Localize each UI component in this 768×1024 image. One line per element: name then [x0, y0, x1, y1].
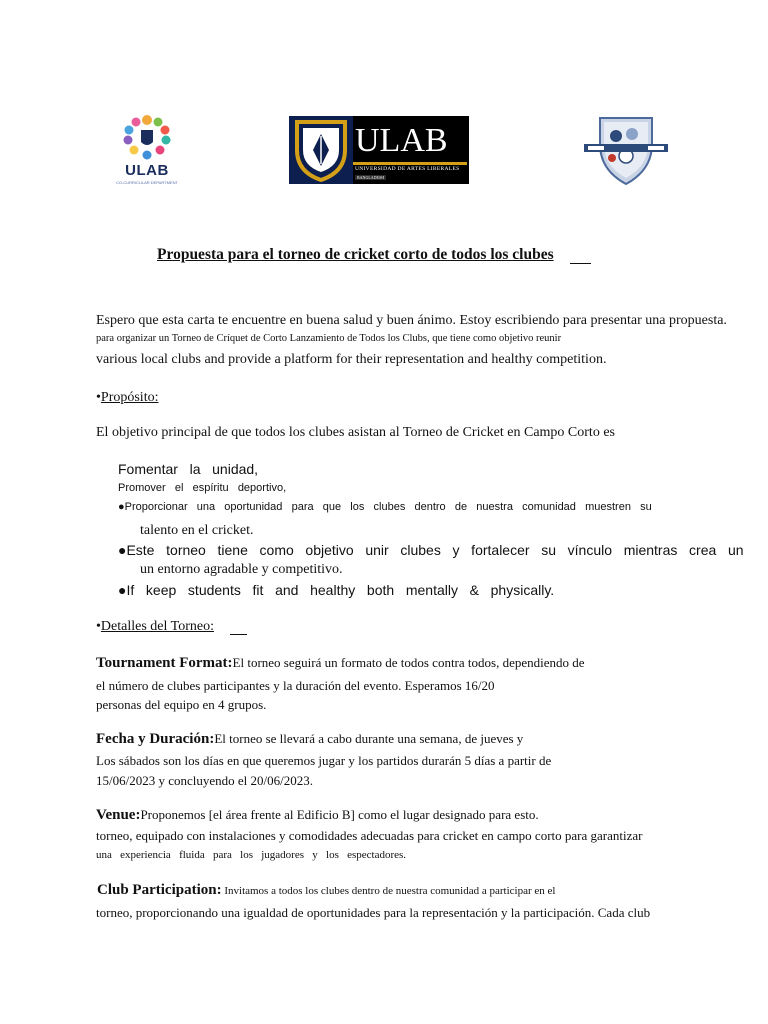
club-line-2: torneo, proporcionando una igualdad de oportunidades para la representación y la participación. Cada club	[96, 905, 651, 920]
format-line-2: el número de clubes participantes y la duración del evento. Esperamos 16/20	[96, 678, 495, 693]
venue-label: Venue:	[96, 807, 141, 823]
club-label: Club Participation:	[97, 882, 222, 898]
figures-emblem-icon	[112, 108, 182, 164]
center-logo-name: ULAB	[355, 122, 448, 159]
venue-line-3: una experiencia fluida para los jugadores y los espectadores.	[96, 849, 407, 861]
intro-line-3: various local clubs and provide a platform for their representation and healthy competition.	[96, 352, 607, 367]
club-line-1	[97, 882, 555, 899]
purpose-item-3-cont: talento en el cricket.	[140, 523, 254, 538]
purpose-item-1: Fomentar la unidad,	[118, 461, 259, 477]
intro-line-1: Espero que esta carta te encuentre en buena salud y buen ánimo. Estoy escribiendo para presentar una propuesta.	[96, 313, 727, 328]
date-text-1: El torneo se llevará a cabo durante una semana, de jueves y	[214, 731, 524, 746]
center-logo-tagline: UNIVERSIDAD DE ARTES LIBERALES	[355, 166, 460, 172]
games-club-shield-icon	[582, 112, 670, 188]
purpose-heading: •Propósito:	[96, 390, 159, 405]
co-curricular-logo	[112, 108, 182, 192]
purpose-lead: El objetivo principal de que todos los clubes asistan al Torneo de Cricket en Campo Corto es	[96, 425, 615, 440]
club-text-1: Invitamos a todos los clubes dentro de nuestra comunidad a participar en el	[221, 885, 556, 897]
details-heading: •Detalles del Torneo:	[96, 619, 214, 634]
format-line-3: personas del equipo en 4 grupos.	[96, 697, 267, 712]
date-line-3: 15/06/2023 y concluyendo el 20/06/2023.	[96, 773, 314, 788]
purpose-item-4: ●Este torneo tiene como objetivo unir clubes y fortalecer su vínculo mientras crea un	[118, 542, 744, 558]
purpose-item-5: ●If keep students fit and healthy both mentally & physically.	[118, 582, 555, 598]
date-line-2: Los sábados son los días en que queremos jugar y los partidos durarán 5 días a partir de	[96, 753, 552, 768]
intro-line-2: para organizar un Torneo de Críquet de Corto Lanzamiento de Todos los Clubs, que tiene como objetivo reunir	[96, 333, 562, 344]
left-logo-name: ULAB	[125, 162, 169, 179]
format-text-1: El torneo seguirá un formato de todos contra todos, dependiendo de	[232, 655, 585, 670]
details-heading-text: Detalles del Torneo:	[100, 619, 214, 634]
purpose-item-4-cont: un entorno agradable y competitivo.	[140, 562, 343, 577]
university-crest-icon	[289, 116, 353, 184]
page-title: Propuesta para el torneo de cricket corto de todos los clubes	[157, 246, 554, 263]
purpose-item-2: Promover el espíritu deportivo,	[118, 482, 287, 494]
title-underline-extension	[570, 263, 591, 264]
left-logo-subtitle: CO-CURRICULAR DEPARTMENT	[116, 180, 178, 185]
date-label: Fecha y Duración:	[96, 731, 215, 747]
format-line-1	[96, 655, 585, 672]
date-line-1	[96, 731, 523, 748]
logo-gold-bar	[353, 162, 467, 165]
purpose-heading-text: Propósito:	[100, 390, 159, 405]
ulab-logo	[289, 116, 469, 184]
venue-line-1	[96, 807, 539, 824]
purpose-item-3: ●Proporcionar una oportunidad para que los clubes dentro de nuestra comunidad muestren su	[118, 501, 652, 513]
center-logo-tagline-secondary: BANGLADESH	[357, 175, 385, 180]
venue-text-1: Proponemos [el área frente al Edificio B] como el lugar designado para esto.	[140, 807, 539, 822]
format-label: Tournament Format:	[96, 655, 233, 671]
venue-line-2: torneo, equipado con instalaciones y comodidades adecuadas para cricket en campo corto para garantizar	[96, 828, 643, 843]
details-underline-extension	[230, 634, 247, 635]
